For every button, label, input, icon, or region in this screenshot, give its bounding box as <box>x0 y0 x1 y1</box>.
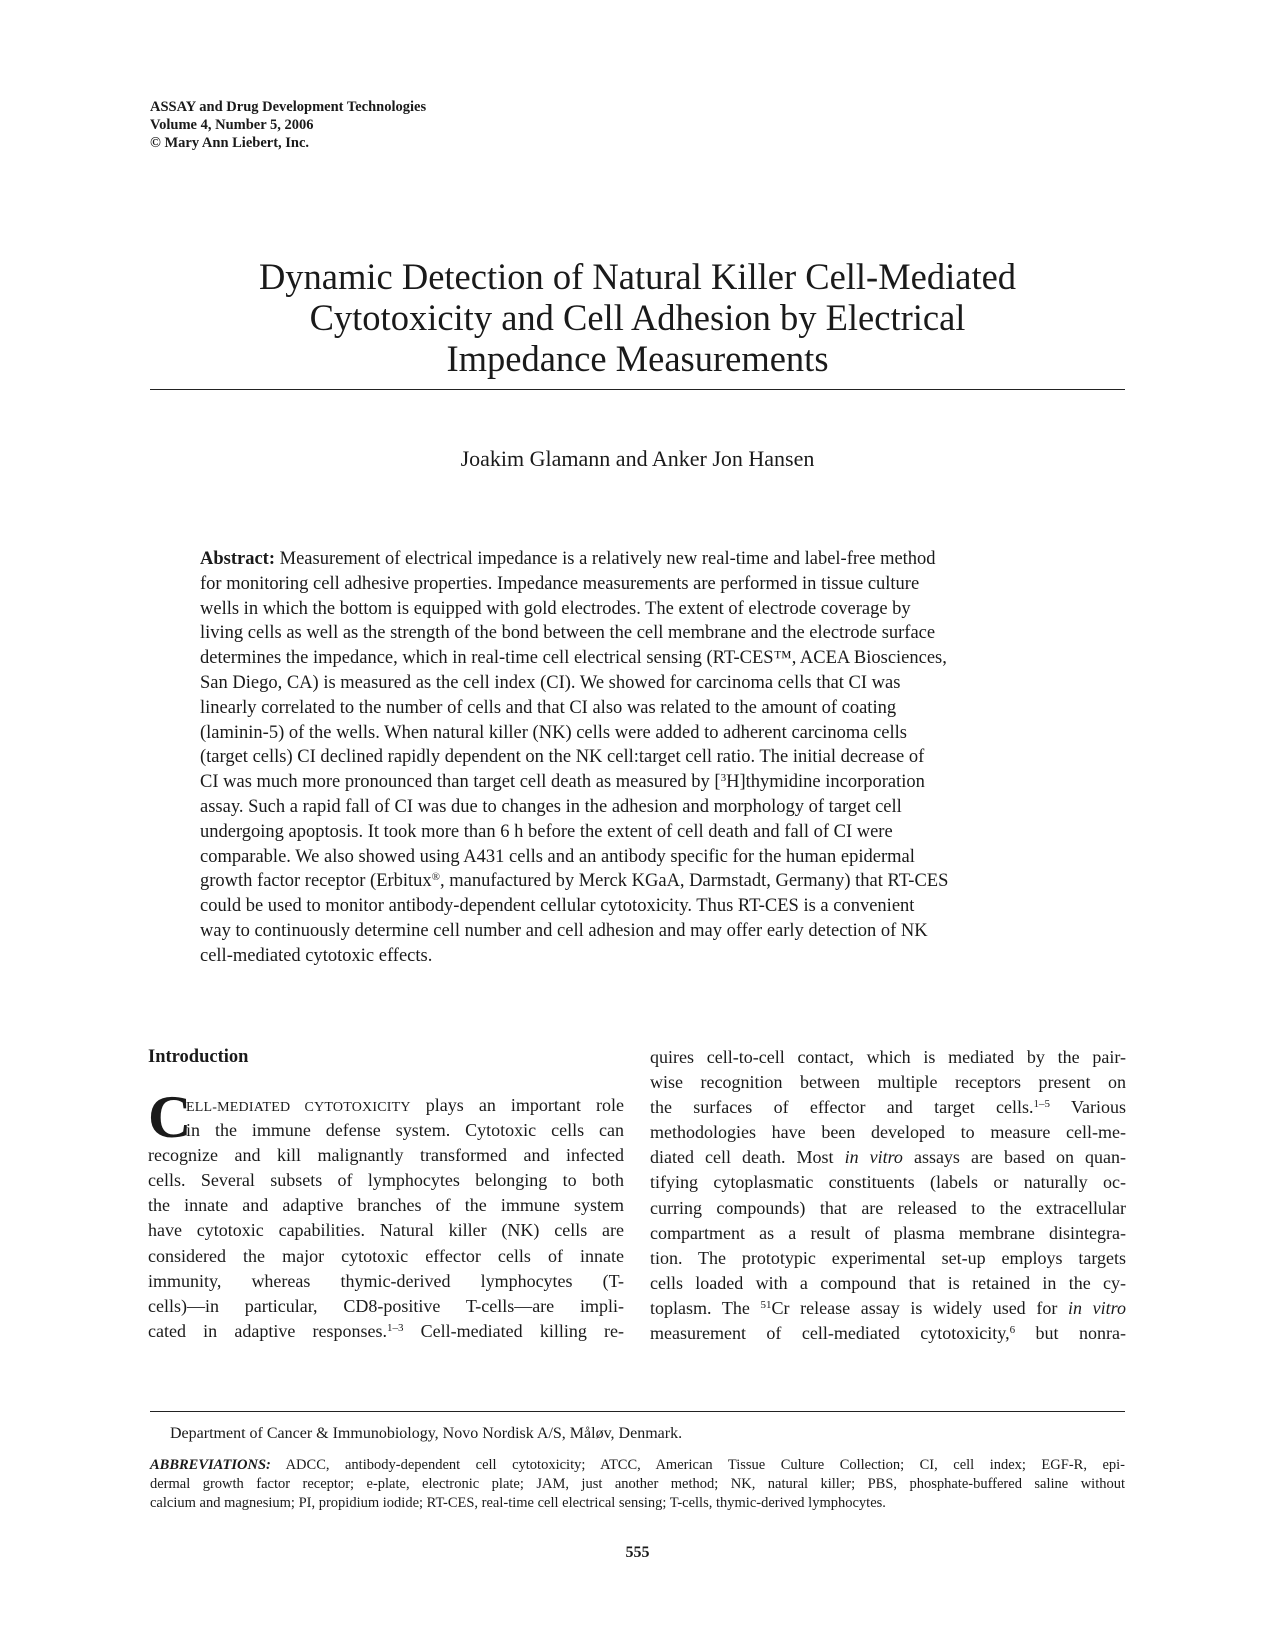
body-line: the surfaces of effector and target cells.$^{1-5}$ Various <box>650 1097 1127 1118</box>
abstract-label: Abstract: <box>200 549 276 569</box>
body-line: wise recognition between multiple receptors present on <box>650 1072 1126 1093</box>
body-line: the innate and adaptive branches of the immune system <box>148 1195 624 1216</box>
abstract-line: assay. Such a rapid fall of CI was due to changes in the adhesion and morphology of target cell <box>200 796 902 817</box>
affiliation: Department of Cancer & Immunobiology, Novo Nordisk A/S, Måløv, Denmark. <box>170 1425 683 1442</box>
body-line: cells. Several subsets of lymphocytes belonging to both <box>148 1170 624 1191</box>
body-line: considered the major cytotoxic effector cells of innate <box>148 1245 624 1266</box>
abstract <box>200 547 1080 969</box>
abstract-line: Abstract: Measurement of electrical impedance is a relatively new real-time and label-free method <box>200 549 936 569</box>
journal-volume: Volume 4, Number 5, 2006 <box>150 117 314 133</box>
body-line: cells loaded with a compound that is retained in the cy- <box>650 1272 1126 1293</box>
abstract-line: could be used to monitor antibody-dependent cellular cytotoxicity. Thus RT-CES is a convenient <box>200 896 915 917</box>
section-heading: Introduction <box>148 1047 249 1067</box>
body-line: recognize and kill malignantly transformed and infected <box>148 1145 624 1166</box>
title-rule <box>150 389 1125 390</box>
body-line: compartment as a result of plasma membrane disintegra- <box>650 1222 1126 1243</box>
left-column <box>148 1045 624 1344</box>
body-line: ELL-MEDIATED CYTOTOXICITY plays an important role <box>186 1095 624 1115</box>
right-column <box>650 1045 1126 1346</box>
title-line: Dynamic Detection of Natural Killer Cell-Mediated <box>258 256 1017 297</box>
abbreviations-line: calcium and magnesium; PI, propidium iodide; RT-CES, real-time cell electrical sensing; T-cells, thymic-derived lymphocytes. <box>150 1495 886 1511</box>
title-line: Impedance Measurements <box>446 338 829 379</box>
abstract-line: growth factor receptor (Erbitux®, manufactured by Merck KGaA, Darmstadt, Germany) that RT-CES <box>200 871 949 892</box>
body-line: immunity, whereas thymic-derived lymphocytes (T- <box>148 1270 624 1291</box>
abbreviations-label: ABBREVIATIONS: <box>150 1457 271 1473</box>
body-line: quires cell-to-cell contact, which is mediated by the pair- <box>650 1047 1126 1067</box>
abstract-line: CI was much more pronounced than target cell death as measured by [$^3$H]thymidine incorporation <box>200 772 925 793</box>
body-line: tion. The prototypic experimental set-up employs targets <box>650 1247 1126 1268</box>
authors: Joakim Glamann and Anker Jon Hansen <box>460 446 815 471</box>
body-line: toplasm. The $^{51}$Cr release assay is widely used for in vitro <box>650 1297 1126 1318</box>
intro-opening <box>148 1084 624 1150</box>
abstract-line: determines the impedance, which in real-time cell electrical sensing (RT-CES™, ACEA Biosciences, <box>200 648 947 669</box>
journal-header <box>150 98 426 152</box>
page-number: 555 <box>625 1544 650 1561</box>
abbreviations-line: ABBREVIATIONS: ADCC, antibody-dependent cell cytotoxicity; ATCC, American Tissue Culture Collection; CI, cell index; EGF-R, epi- <box>150 1457 1125 1473</box>
abstract-line: living cells as well as the strength of the bond between the cell membrane and the electrode surface <box>200 623 936 644</box>
body-line: have cytotoxic capabilities. Natural killer (NK) cells are <box>148 1220 624 1241</box>
body-line: cells)—in particular, CD8-positive T-cells—are impli- <box>148 1295 624 1316</box>
abstract-line: cell-mediated cytotoxic effects. <box>200 945 433 966</box>
small-caps: ELL-MEDIATED CYTOTOXICITY <box>186 1100 411 1115</box>
journal-copyright: © Mary Ann Liebert, Inc. <box>150 135 310 151</box>
footnote-rule <box>150 1411 1125 1412</box>
abstract-line: for monitoring cell adhesive properties. Impedance measurements are performed in tissue culture <box>200 573 920 594</box>
abbreviations-line: dermal growth factor receptor; e-plate, electronic plate; JAM, just another method; NK, natural killer; PBS, phosphate-buffered saline without <box>150 1476 1125 1492</box>
article-title <box>150 256 1125 379</box>
abstract-line: San Diego, CA) is measured as the cell index (CI). We showed for carcinoma cells that CI was <box>200 672 901 693</box>
abstract-line: linearly correlated to the number of cells and that CI also was related to the amount of coating <box>200 697 897 718</box>
drop-cap: C <box>148 1084 192 1150</box>
body-line: in the immune defense system. Cytotoxic cells can <box>186 1120 624 1141</box>
abstract-line: (target cells) CI declined rapidly dependent on the NK cell:target cell ratio. The initial decrease of <box>200 747 925 768</box>
abbreviations <box>150 1456 1125 1513</box>
abstract-line: way to continuously determine cell number and cell adhesion and may offer early detection of NK <box>200 920 928 941</box>
body-line: curring compounds) that are released to the extracellular <box>650 1197 1126 1218</box>
abstract-line: undergoing apoptosis. It took more than 6 h before the extent of cell death and fall of CI were <box>200 821 893 842</box>
body-line: diated cell death. Most in vitro assays are based on quan- <box>650 1147 1126 1168</box>
abstract-line: wells in which the bottom is equipped with gold electrodes. The extent of electrode coverage by <box>200 598 911 619</box>
body-line: cated in adaptive responses.$^{1-3}$ Cell-mediated killing re- <box>148 1320 624 1341</box>
abstract-line: (laminin-5) of the wells. When natural killer (NK) cells were added to adherent carcinoma cells <box>200 722 908 743</box>
abstract-line: comparable. We also showed using A431 cells and an antibody specific for the human epidermal <box>200 846 915 867</box>
title-line: Cytotoxicity and Cell Adhesion by Electrical <box>309 297 966 338</box>
journal-name: ASSAY and Drug Development Technologies <box>150 99 427 115</box>
body-line: methodologies have been developed to measure cell-me- <box>650 1122 1126 1143</box>
body-line: tifying cytoplasmatic constituents (labels or naturally oc- <box>650 1172 1126 1193</box>
body-line: measurement of cell-mediated cytotoxicity,$^6$ but nonra- <box>650 1323 1126 1344</box>
